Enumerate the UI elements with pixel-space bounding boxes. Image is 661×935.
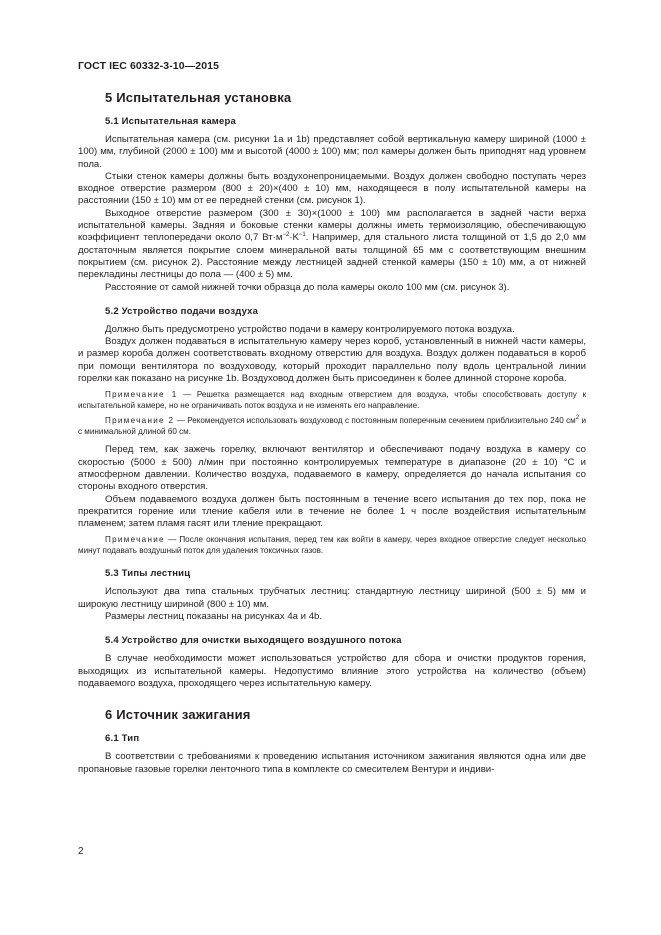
note-2 xyxy=(78,415,586,437)
note-text: — Решетка размещается над входным отверстием для воздуха, чтобы способствовать доступу к испытательной камере, но не ограничивать поток воздуха и не изменять его направление. xyxy=(78,390,586,411)
note-label: Примечание 1 xyxy=(105,390,178,400)
section-5-1-paragraph-2: Стыки стенок камеры должны быть воздухонепроницаемыми. Воздух должен свободно поступать через входное отверстие размером (800 ± 20)×(400 ± 10) мм, находящееся в полу испытательной камеры на расстоянии (150 ± 10) мм от ее передней стенки (см. рисунок 1). xyxy=(78,170,586,207)
section-5-2-paragraph-3: Перед тем, как зажечь горелку, включают вентилятор и обеспечивают подачу воздуха в камеру со скоростью (5000 ± 500) л/мин при постоянно контролируемых температуре в диапазоне (20 ± 10) °C и атмосферном давлении. Количество воздуха, подаваемого в камеру, определяется до начала испытания со стороны входного отверстия. xyxy=(78,444,586,493)
section-5-heading: 5 Испытательная установка xyxy=(105,90,292,105)
section-5-4-heading: 5.4 Устройство для очистки выходящего воздушного потока xyxy=(105,635,402,647)
section-5-1-paragraph-1: Испытательная камера (см. рисунки 1a и 1b) представляет собой вертикальную камеру шириной (1000 ± 100) мм, глубиной (2000 ± 100) мм и высотой (4000 ± 100) мм; пол камеры должен быть приподнят над уровнем пола. xyxy=(78,134,586,170)
section-5-2-paragraph-1: Должно быть предусмотрено устройство подачи в камеру контролируемого потока воздуха. xyxy=(105,323,515,335)
section-5-1-heading: 5.1 Испытательная камера xyxy=(105,116,236,127)
note-label: Примечание xyxy=(105,535,165,545)
section-5-2-paragraph-2: Воздух должен подаваться в испытательную камеру через короб, установленный в нижней части камеры, и размер короба должен соответствовать входному отверстию для воздуха. Воздух должен подаваться в короб при помощи вентилятора по воздуховоду, который проходит параллельно полу вдоль центральной линии горелки как показано на рисунке 1b. Воздуховод должен быть присоединен к более длинной стороне короба. xyxy=(78,336,586,385)
paragraph-text: . Например, для стального листа толщиной от 1,5 до 2,0 мм достаточным является покрытие слоем минеральной ваты толщиной 65 мм с соответствующим внешним покрытием (см. рисунок 2). Расстояние между лестницей задней стенкой камеры (150 ± 10) мм, а от нижней перекладины лестницы до пола — (400 ± 5) мм. xyxy=(78,232,587,281)
section-5-1-paragraph-4: Расстояние от самой нижней точки образца до пола камеры около 100 мм (см. рисунок 3). xyxy=(105,281,510,293)
note-label: Примечание 2 xyxy=(105,416,175,426)
section-5-4-paragraph-1: В случае необходимости может использоваться устройство для сбора и очистки продуктов горения, выходящих из испытательной камеры. Недопустимо влияние этого устройства на количество (объем) подаваемого воздуха, проходящего через испытательную камеру. xyxy=(78,653,586,689)
note-text: и с минимальной длиной 60 см. xyxy=(78,416,586,437)
section-6-1-paragraph-1: В соответствии с требованиями к проведению испытания источником зажигания являются одна или две пропановые газовые горелки ленточного типа в комплекте со смесителем Вентури и индиви- xyxy=(78,751,586,775)
page-content xyxy=(78,90,586,776)
standard-id-header: ГОСТ IEC 60332-3-10—2015 xyxy=(78,60,220,72)
note-text: — Рекомендуется использовать воздуховод с постоянным поперечным сечением приблизительно 240 см xyxy=(174,416,576,426)
note-text: — После окончания испытания, перед тем как войти в камеру, через входное отверстие следует несколько минут подавать воздушный поток для удаления токсичных газов. xyxy=(78,535,586,556)
note-3 xyxy=(78,534,586,556)
paragraph-text: ·K xyxy=(289,232,299,244)
section-5-2-paragraph-4: Объем подаваемого воздуха должен быть постоянным в течение всего испытания до тех пор, пока не прекратится горение или тление кабеля или в течение не более 1 ч после воздействия испытательным пламенем; затем пламя гасят или тление прекращают. xyxy=(78,493,586,530)
superscript: 2 xyxy=(575,415,580,422)
note-1 xyxy=(78,389,586,411)
section-6-1-heading: 6.1 Тип xyxy=(105,733,140,745)
superscript: −1 xyxy=(298,232,306,239)
section-5-3-heading: 5.3 Типы лестниц xyxy=(105,568,191,580)
section-6-heading: 6 Источник зажигания xyxy=(105,707,251,723)
section-5-3-paragraph-2: Размеры лестниц показаны на рисунках 4a и 4b. xyxy=(105,611,323,623)
section-5-3-paragraph-1: Используют два типа стальных трубчатых лестниц: стандартную лестницу шириной (500 ± 5) мм и широкую лестницу шириной (800 ± 10) мм. xyxy=(78,586,586,610)
section-5-2-heading: 5.2 Устройство подачи воздуха xyxy=(105,305,259,317)
superscript: −2 xyxy=(282,232,290,239)
paragraph-text: Выходное отверстие размером (300 ± 30)×(1000 ± 100) мм располагается в задней части верха испытательной камеры. Задняя и боковые стенки камеры должны иметь термоизоляцию, обеспечивающую коэффициент теплопередачи около 0,7 Вт·м xyxy=(78,207,586,244)
page-number: 2 xyxy=(78,846,84,857)
section-5-1-paragraph-3 xyxy=(78,208,586,282)
